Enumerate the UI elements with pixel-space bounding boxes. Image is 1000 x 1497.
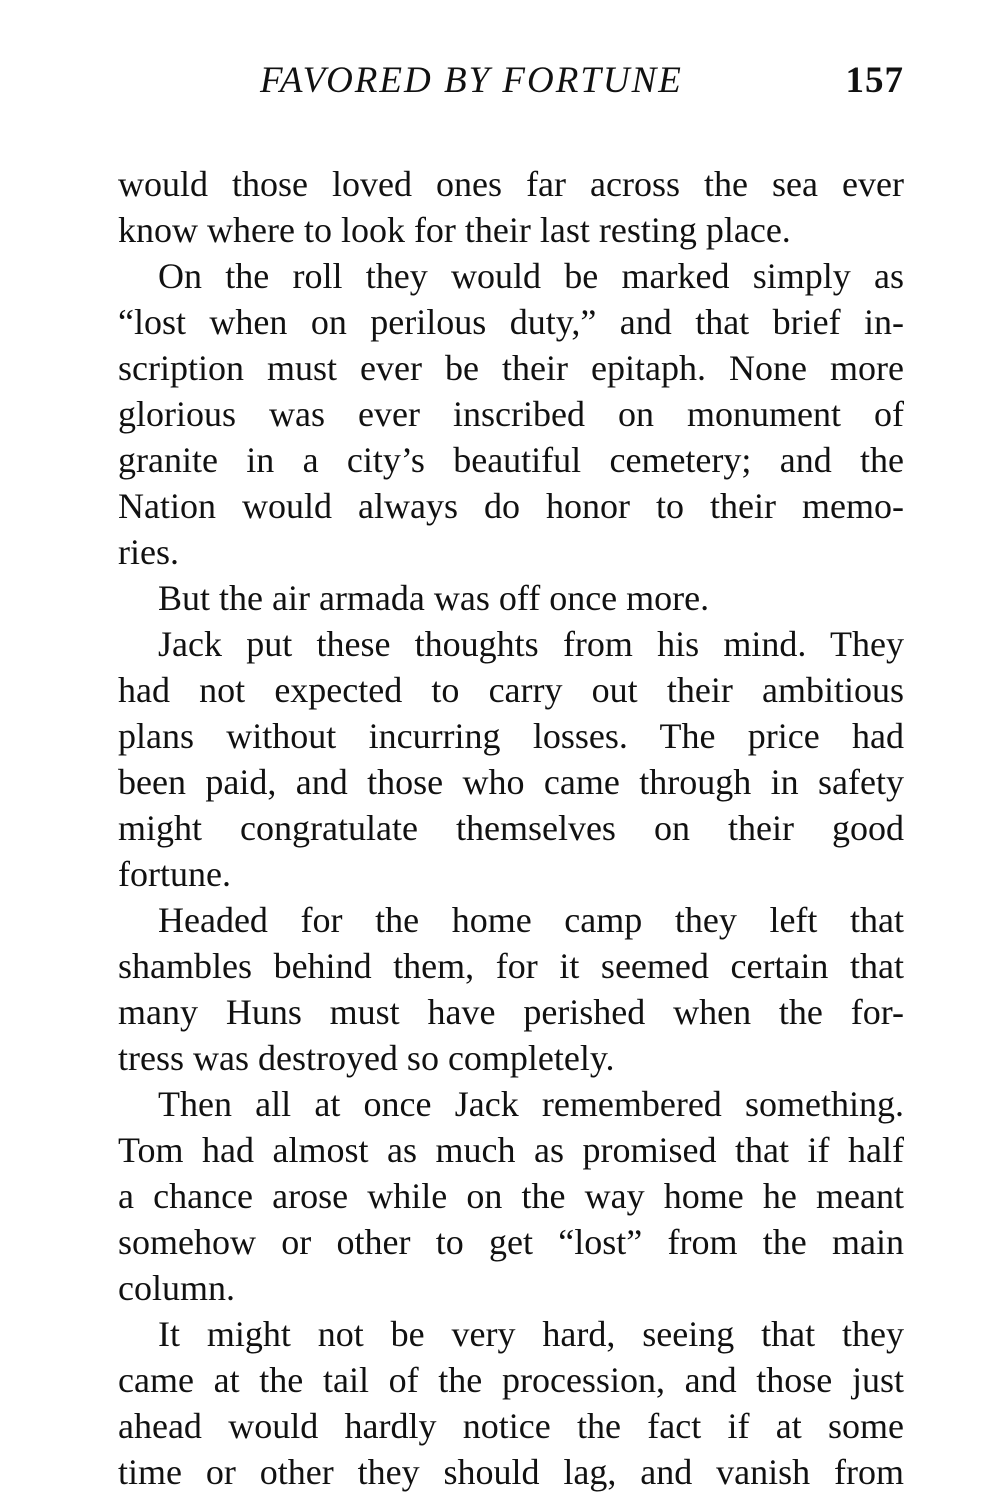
page-number: 157 <box>845 60 904 101</box>
text-line: glorious was ever inscribed on monument of <box>118 394 904 434</box>
text-line: had not expected to carry out their ambitious <box>118 670 904 710</box>
text-line: know where to look for their last resting place. <box>118 210 791 250</box>
text-line: “lost when on perilous duty,” and that brief in- <box>118 302 904 342</box>
running-head: FAVORED BY FORTUNE <box>260 60 683 101</box>
text-line: Then all at once Jack remembered something. <box>158 1084 904 1124</box>
text-line: It might not be very hard, seeing that they <box>158 1314 904 1354</box>
text-line: ahead would hardly notice the fact if at some <box>118 1406 904 1446</box>
text-line: granite in a city’s beautiful cemetery; and the <box>118 440 904 480</box>
text-line: scription must ever be their epitaph. None more <box>118 348 904 388</box>
text-line: But the air armada was off once more. <box>158 578 710 618</box>
text-line: been paid, and those who came through in safety <box>118 762 904 802</box>
body-text <box>118 161 904 1495</box>
text-line: a chance arose while on the way home he meant <box>118 1176 904 1216</box>
text-line: fortune. <box>118 854 231 894</box>
text-line: would those loved ones far across the sea ever <box>118 164 904 204</box>
text-line: plans without incurring losses. The price had <box>118 716 904 756</box>
text-line: column. <box>118 1268 235 1308</box>
text-line: Headed for the home camp they left that <box>158 900 904 940</box>
text-line: Tom had almost as much as promised that if half <box>118 1130 904 1170</box>
text-line: Nation would always do honor to their memo- <box>118 486 904 526</box>
text-line: came at the tail of the procession, and those just <box>118 1360 904 1400</box>
text-line: shambles behind them, for it seemed certain that <box>118 946 904 986</box>
text-line: ries. <box>118 532 179 572</box>
page-header <box>118 55 904 111</box>
book-page <box>118 55 904 1495</box>
text-line: On the roll they would be marked simply as <box>158 256 904 296</box>
text-line: time or other they should lag, and vanish from <box>118 1452 904 1492</box>
text-line: Jack put these thoughts from his mind. They <box>158 624 904 664</box>
text-line: many Huns must have perished when the for- <box>118 992 904 1032</box>
text-line: tress was destroyed so completely. <box>118 1038 615 1078</box>
text-line: somehow or other to get “lost” from the main <box>118 1222 904 1262</box>
text-line: might congratulate themselves on their good <box>118 808 904 848</box>
